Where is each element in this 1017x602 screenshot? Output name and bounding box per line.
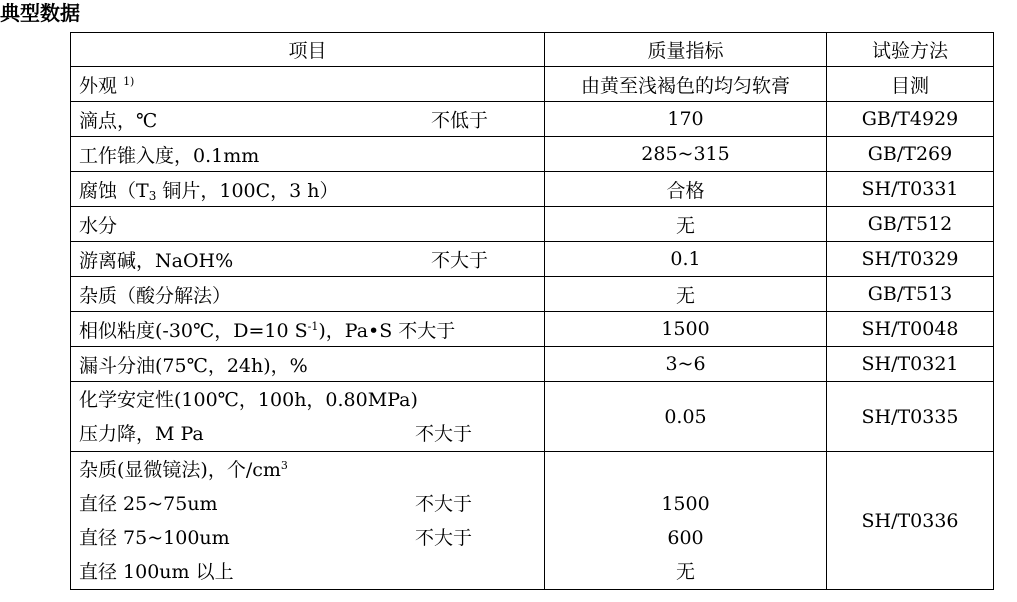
- item-cell: 水分: [71, 207, 545, 242]
- item-cell: 化学安定性(100℃，100h，0.80MPa) 压力降，M Pa 不大于: [71, 382, 545, 452]
- spec-cell: 无: [545, 277, 827, 312]
- footnote-mark: 1): [123, 74, 135, 88]
- header-spec: 质量指标: [545, 33, 827, 67]
- method-cell: GB/T512: [827, 207, 994, 242]
- method-cell: SH/T0048: [827, 312, 994, 347]
- table-row: [71, 172, 994, 207]
- qualifier-label: 不大于: [415, 526, 473, 549]
- table-row: [71, 382, 994, 452]
- spec-cell: 0.05: [545, 382, 827, 452]
- spec-cell: 3~6: [545, 347, 827, 382]
- method-cell: SH/T0331: [827, 172, 994, 207]
- method-cell: SH/T0336: [827, 452, 994, 590]
- spec-cell: 1500: [545, 312, 827, 347]
- table-row: [71, 347, 994, 382]
- item-cell: 腐蚀（$T_3$ 铜片，100C，3 h）: [71, 172, 545, 207]
- typical-data-table: [70, 32, 994, 590]
- spec-cell: 170: [545, 102, 827, 137]
- item-cell: 漏斗分油(75℃，24h)，%: [71, 347, 545, 382]
- table-row: [71, 277, 994, 312]
- qualifier-label: 不大于: [431, 249, 489, 272]
- table-row: [71, 207, 994, 242]
- spec-cell: 无: [545, 207, 827, 242]
- item-cell: 杂质（酸分解法）: [71, 277, 545, 312]
- qualifier-label: 不大于: [415, 492, 473, 515]
- method-cell: SH/T0321: [827, 347, 994, 382]
- table-header-row: [71, 33, 994, 67]
- item-cell: 滴点，℃ 不低于: [71, 102, 545, 137]
- method-cell: GB/T4929: [827, 102, 994, 137]
- method-cell: GB/T269: [827, 137, 994, 172]
- table-row: [71, 67, 994, 102]
- page-title: 典型数据: [0, 1, 80, 25]
- header-method: 试验方法: [827, 33, 994, 67]
- table-row: [71, 102, 994, 137]
- method-cell: SH/T0329: [827, 242, 994, 277]
- qualifier-label: 不低于: [431, 109, 489, 132]
- qualifier-label: 不大于: [415, 422, 473, 445]
- table-row: [71, 312, 994, 347]
- method-cell: 目测: [827, 67, 994, 102]
- table-row: [71, 242, 994, 277]
- method-cell: SH/T0335: [827, 382, 994, 452]
- table-row: [71, 137, 994, 172]
- spec-cell: 1500 600 无: [545, 452, 827, 590]
- table-row: [71, 452, 994, 590]
- method-cell: GB/T513: [827, 277, 994, 312]
- item-cell: 游离碱，NaOH% 不大于: [71, 242, 545, 277]
- spec-cell: 0.1: [545, 242, 827, 277]
- item-cell: 外观 $^{1)}$: [71, 67, 545, 102]
- spec-cell: 285~315: [545, 137, 827, 172]
- item-cell: 工作锥入度，0.1mm: [71, 137, 545, 172]
- header-item: 项目: [71, 33, 545, 67]
- spec-cell: 合格: [545, 172, 827, 207]
- item-cell: 相似粘度(-30℃，D=10 $S^{-1}$)，Pa•S 不大于: [71, 312, 545, 347]
- item-cell: 杂质(显微镜法)，个$/cm^3$ 直径 25~75um 不大于 直径 75~100um 不大于 直径 100um 以上: [71, 452, 545, 590]
- spec-cell: 由黄至浅褐色的均匀软膏: [545, 67, 827, 102]
